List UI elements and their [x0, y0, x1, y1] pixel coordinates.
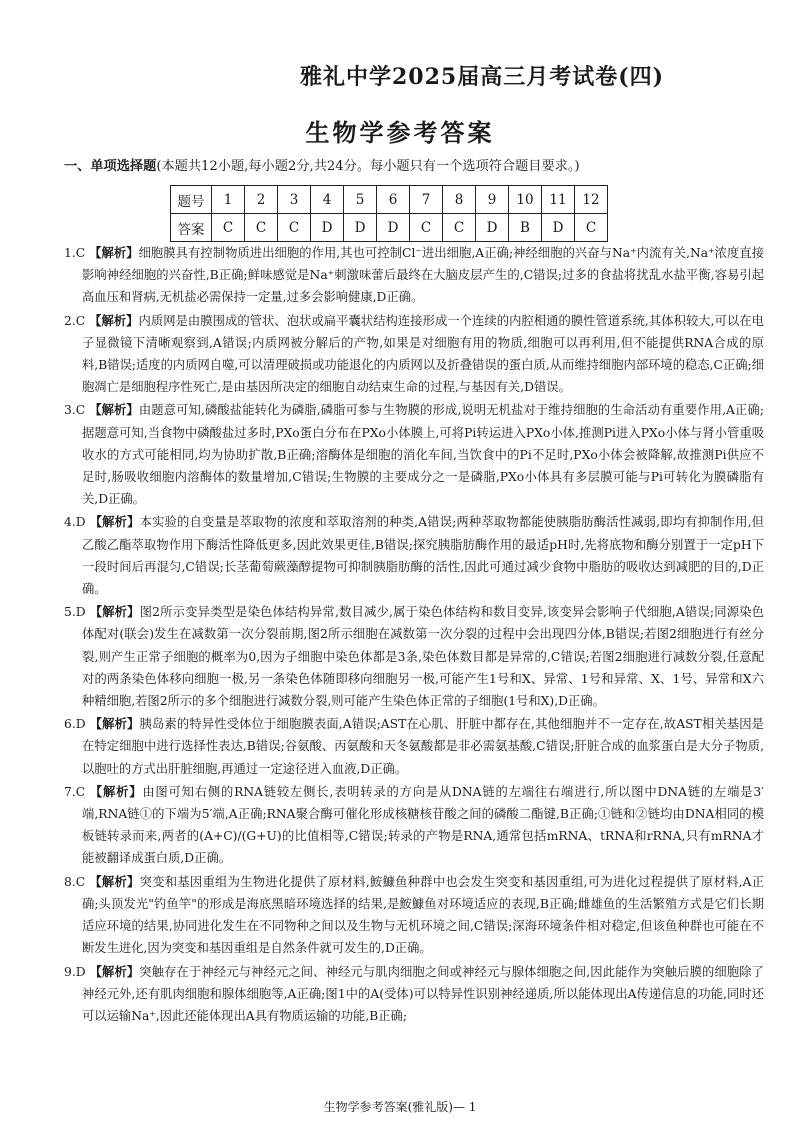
- question-number-cell: 7: [410, 186, 443, 214]
- item-answer: 2.C: [64, 313, 86, 328]
- table-row-label: 答案: [171, 214, 212, 242]
- answer-table-answer-row: [171, 214, 608, 242]
- question-number-cell: 8: [443, 186, 476, 214]
- item-tag: 【解析】: [89, 604, 140, 620]
- item-text: 由图可知右侧的RNA链较左侧长,表明转录的方向是从DNA链的左端往右端进行,所以图中DNA链的左端是3′端,RNA链①的下端为5′端,A正确;RNA聚合酶可催化形成核糖核苷酸之间的磷酸二酯键,B正确;①链和②链均由DNA相同的模板链转录而来,两者的(A+C)/(G+U)的比值相等,C错误;转录的产物是RNA,通常包括mRNA、tRNA和rRNA,只有mRNA才能被翻译成蛋白质,D正确。: [82, 784, 764, 866]
- explanation-item: [64, 781, 764, 870]
- explanation-item: [64, 961, 764, 1028]
- answer-cell: C: [410, 214, 443, 242]
- section-heading-note: (本题共12小题,每小题2分,共24分。每小题只有一个选项符合题目要求。): [156, 159, 580, 174]
- explanation-item: [64, 511, 764, 600]
- question-number-cell: 6: [377, 186, 410, 214]
- explanation-item: [64, 871, 764, 960]
- answer-key-title: 生物学参考答案: [305, 118, 495, 147]
- item-text: 突变和基因重组为生物进化提供了原材料,鮟鱇鱼种群中也会发生突变和基因重组,可为进化过程提供了原材料,A正确;头顶发光"钓鱼竿"的形成是海底黑暗环境选择的结果,是鮟鱇鱼对环境适应的表现,B正确;雌雄鱼的生活繁殖方式是它们长期适应环境的结果,协同进化发生在不同物种之间以及生物与无机环境之间,C错误;深海环境条件相对稳定,但该鱼种群也可能在不断发生进化,因为突变和基因重组是自然条件就可发生的,D正确。: [82, 874, 764, 956]
- answer-cell: D: [542, 214, 575, 242]
- question-number-cell: 4: [311, 186, 344, 214]
- answer-cell: C: [575, 214, 608, 242]
- question-number-cell: 9: [476, 186, 509, 214]
- exam-title: 雅礼中学2025届高三月考试卷(四): [300, 64, 665, 90]
- item-text: 细胞膜具有控制物质进出细胞的作用,其也可控制Cl⁻进出细胞,A正确;神经细胞的兴奋与Na⁺内流有关,Na⁺浓度直接影响神经细胞的兴奋性,B正确;鲜味感觉是Na⁺刺激味蕾后最终在大脑皮层产生的,C错误;过多的食盐将扰乱水盐平衡,容易引起高血压和肾病,无机盐必需保持一定量,过多会影响健康,D正确。: [82, 246, 764, 305]
- page-footer: 生物学参考答案(雅礼版)— 1: [323, 1100, 477, 1114]
- item-answer: 6.D: [64, 717, 86, 732]
- item-answer: 8.C: [64, 874, 86, 889]
- explanation-item: [64, 399, 764, 510]
- answer-cell: C: [443, 214, 476, 242]
- table-row-label: 题号: [171, 186, 212, 214]
- question-number-cell: 5: [344, 186, 377, 214]
- item-answer: 5.D: [64, 605, 86, 620]
- item-text: 由题意可知,磷酸盐能转化为磷脂,磷脂可参与生物膜的形成,说明无机盐对于维持细胞的生命活动有重要作用,A正确;据题意可知,当食物中磷酸盐过多时,PXo蛋白分布在PXo小体膜上,可将Pi转运进入PXo小体,推测Pi进入PXo小体与肾小管重吸收水的方式可能相同,均为协助扩散,B正确;溶酶体是细胞的消化车间,当饮食中的Pi不足时,PXo小体会被降解,故推测Pi供应不足时,肠吸收细胞内溶酶体的数量增加,C错误;生物膜的主要成分之一是磷脂,PXo小体具有多层膜可能与Pi可转化为膜磷脂有关,D正确。: [82, 403, 764, 507]
- question-number-cell: 11: [542, 186, 575, 214]
- item-text: 突触存在于神经元与神经元之间、神经元与肌肉细胞之间或神经元与腺体细胞之间,因此能作为突触后膜的细胞除了神经元外,还有肌肉细胞和腺体细胞等,A正确;图1中的A(受体)可以特异性识别神经递质,所以能体现出A传递信息的功能,同时还可以运输Na⁺,因此还能体现出A具有物质运输的功能,B正确;: [82, 964, 764, 1023]
- answer-table-number-row: [171, 186, 608, 214]
- answer-cell: C: [245, 214, 278, 242]
- explanation-list: [64, 242, 764, 1028]
- question-number-cell: 12: [575, 186, 608, 214]
- item-tag: 【解析】: [89, 873, 140, 889]
- explanation-item: [64, 242, 764, 309]
- question-number-cell: 2: [245, 186, 278, 214]
- item-tag: 【解析】: [89, 514, 140, 530]
- item-answer: 9.D: [64, 964, 86, 979]
- question-number-cell: 1: [212, 186, 245, 214]
- item-tag: 【解析】: [89, 783, 143, 799]
- question-number-cell: 10: [509, 186, 542, 214]
- item-text: 胰岛素的特异性受体位于细胞膜表面,A错误;AST在心肌、肝脏中都存在,其他细胞并不一定存在,故AST相关基因是在特定细胞中进行选择性表达,B错误;谷氨酸、丙氨酸和天冬氨酸都是非必需氨基酸,C错误;肝脏合成的血浆蛋白是大分子物质,以胞吐的方式出肝脏细胞,再通过一定途径进入血液,D正确。: [82, 717, 764, 776]
- answer-cell: C: [212, 214, 245, 242]
- answer-cell: D: [476, 214, 509, 242]
- explanation-item: [64, 310, 764, 399]
- answer-cell: B: [509, 214, 542, 242]
- answer-cell: C: [278, 214, 311, 242]
- item-text: 本实验的自变量是萃取物的浓度和萃取溶剂的种类,A错误;两种萃取物都能使胰脂肪酶活性减弱,即均有抑制作用,但乙酸乙酯萃取物作用下酶活性降低更多,因此效果更佳,B错误;探究胰脂肪酶作用的最适pH时,先将底物和酶分别置于一定pH下一段时间后再混匀,C错误;长茎葡萄蕨藻醇提物可抑制胰脂肪酶的活性,因此可通过减少食物中脂肪的吸收达到减肥的目的,D正确。: [82, 515, 764, 597]
- item-tag: 【解析】: [89, 716, 140, 732]
- answer-cell: D: [344, 214, 377, 242]
- section-heading: [64, 158, 764, 176]
- item-text: 图2所示变异类型是染色体结构异常,数目减少,属于染色体结构和数目变异,该变异会影响子代细胞,A错误;同源染色体配对(联会)发生在减数第一次分裂前期,图2所示细胞在减数第一次分裂的过程中会出现四分体,B错误;若图2细胞进行有丝分裂,则产生正常子细胞的概率为0,因为子细胞中染色体都是3条,染色体数目都是异常的,C错误;若图2细胞进行减数分裂,任意配对的两条染色体移向细胞一极,另一条染色体随即移向细胞另一极,可能产生1号和X、异常、1号和异常、X、1号、异常和X六种精细胞,若图2所示的多个细胞进行减数分裂,则可能产生染色体正常的子细胞(1号和X),D正确。: [82, 605, 764, 709]
- item-tag: 【解析】: [89, 312, 139, 328]
- item-tag: 【解析】: [89, 402, 139, 418]
- item-answer: 3.C: [64, 403, 86, 418]
- question-number-cell: 3: [278, 186, 311, 214]
- item-text: 内质网是由膜围成的管状、泡状或扁平囊状结构连接形成一个连续的内腔相通的膜性管道系统,其体积较大,可以在电子显微镜下清晰观察到,A错误;内质网被分解后的产物,如果是对细胞有用的物质,细胞可以再利用,但不能提供RNA合成的原料,B错误;适度的内质网自噬,可以清理破损或功能退化的内质网以及折叠错误的蛋白质,从而维持细胞内部环境的稳态,C正确;细胞凋亡是细胞程序性死亡,是由基因所决定的细胞自动结束生命的过程,与基因有关,D错误。: [82, 313, 764, 395]
- item-tag: 【解析】: [89, 245, 139, 260]
- answer-table: [170, 185, 608, 242]
- item-answer: 7.C: [64, 784, 86, 799]
- item-tag: 【解析】: [89, 963, 140, 979]
- item-answer: 1.C: [64, 246, 86, 260]
- section-heading-label: 一、单项选择题: [64, 159, 157, 174]
- answer-cell: D: [377, 214, 410, 242]
- item-answer: 4.D: [64, 515, 86, 530]
- answer-cell: D: [311, 214, 344, 242]
- explanation-item: [64, 713, 764, 780]
- explanation-item: [64, 601, 764, 712]
